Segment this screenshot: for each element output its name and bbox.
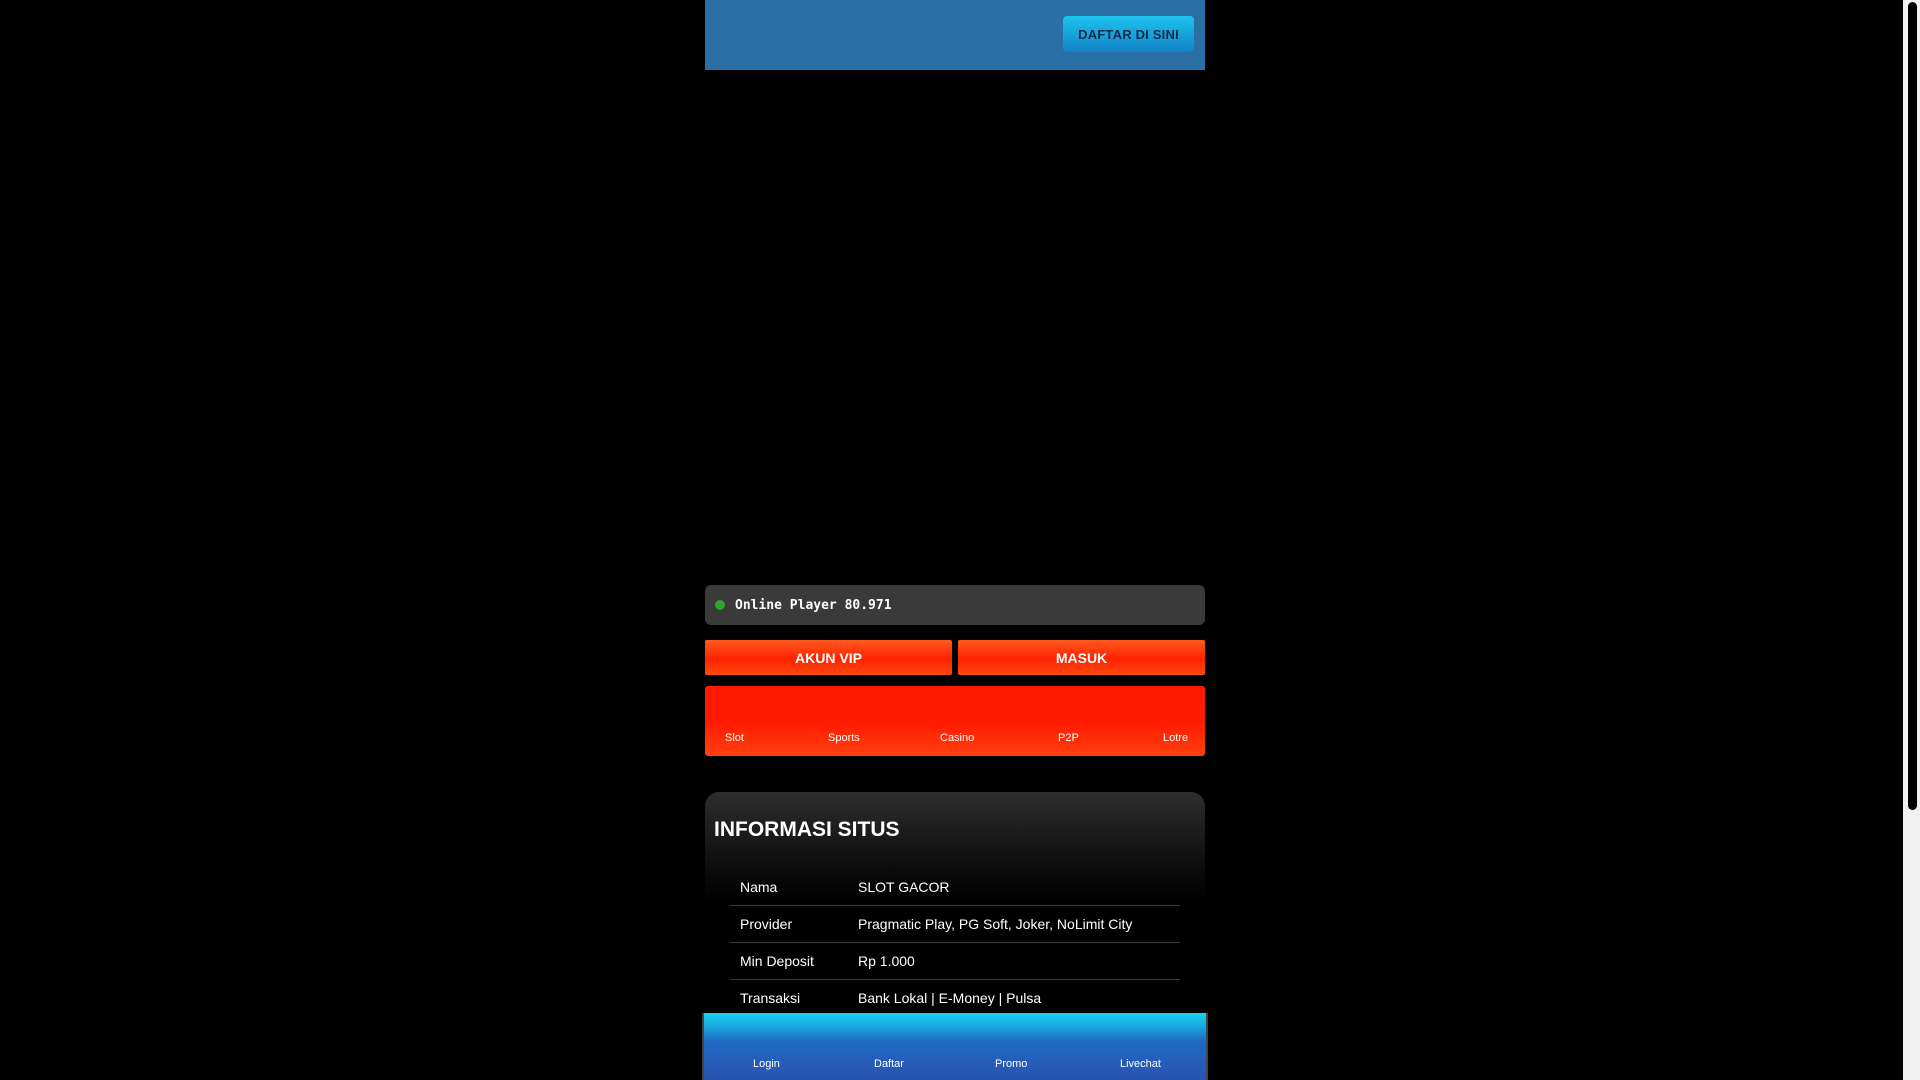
info-key: Provider xyxy=(730,906,848,943)
nav-login[interactable]: Login xyxy=(753,1058,780,1070)
nav-promo[interactable]: Promo xyxy=(995,1058,1028,1070)
category-p2p[interactable]: P2P xyxy=(1058,732,1079,744)
category-casino[interactable]: Casino xyxy=(940,732,975,744)
info-key: Min Deposit xyxy=(730,943,848,980)
page-scrollbar[interactable] xyxy=(1903,0,1920,1080)
register-button[interactable]: DAFTAR DI SINI xyxy=(1063,16,1194,52)
online-status-icon xyxy=(715,600,725,610)
login-button[interactable]: MASUK xyxy=(958,640,1205,675)
action-buttons xyxy=(705,640,1205,675)
category-sports[interactable]: Sports xyxy=(828,732,860,744)
category-slot[interactable]: Slot xyxy=(725,732,744,744)
info-key: Nama xyxy=(730,869,848,906)
table-row xyxy=(730,906,1180,943)
scrollbar-thumb[interactable] xyxy=(1908,2,1917,810)
category-bar xyxy=(705,686,1205,756)
online-player-bar xyxy=(705,585,1205,625)
vip-account-button[interactable]: AKUN VIP xyxy=(705,640,952,675)
info-value: Pragmatic Play, PG Soft, Joker, NoLimit City xyxy=(848,906,1180,943)
site-info-table xyxy=(730,869,1180,1016)
table-row xyxy=(730,980,1180,1017)
bottom-nav xyxy=(702,1013,1208,1080)
info-value: Bank Lokal | E-Money | Pulsa xyxy=(858,990,1042,1006)
info-value: SLOT GACOR xyxy=(848,869,1180,906)
table-row xyxy=(730,869,1180,906)
nav-livechat[interactable]: Livechat xyxy=(1120,1058,1161,1070)
info-key: Transaksi xyxy=(740,990,801,1006)
top-banner xyxy=(705,0,1205,70)
info-value: Rp 1.000 xyxy=(848,943,1180,980)
online-player-count: Online Player 80.971 xyxy=(735,597,892,613)
table-row xyxy=(730,943,1180,980)
nav-daftar[interactable]: Daftar xyxy=(874,1058,904,1070)
site-info-title: INFORMASI SITUS xyxy=(714,818,900,841)
category-lotre[interactable]: Lotre xyxy=(1163,732,1189,744)
